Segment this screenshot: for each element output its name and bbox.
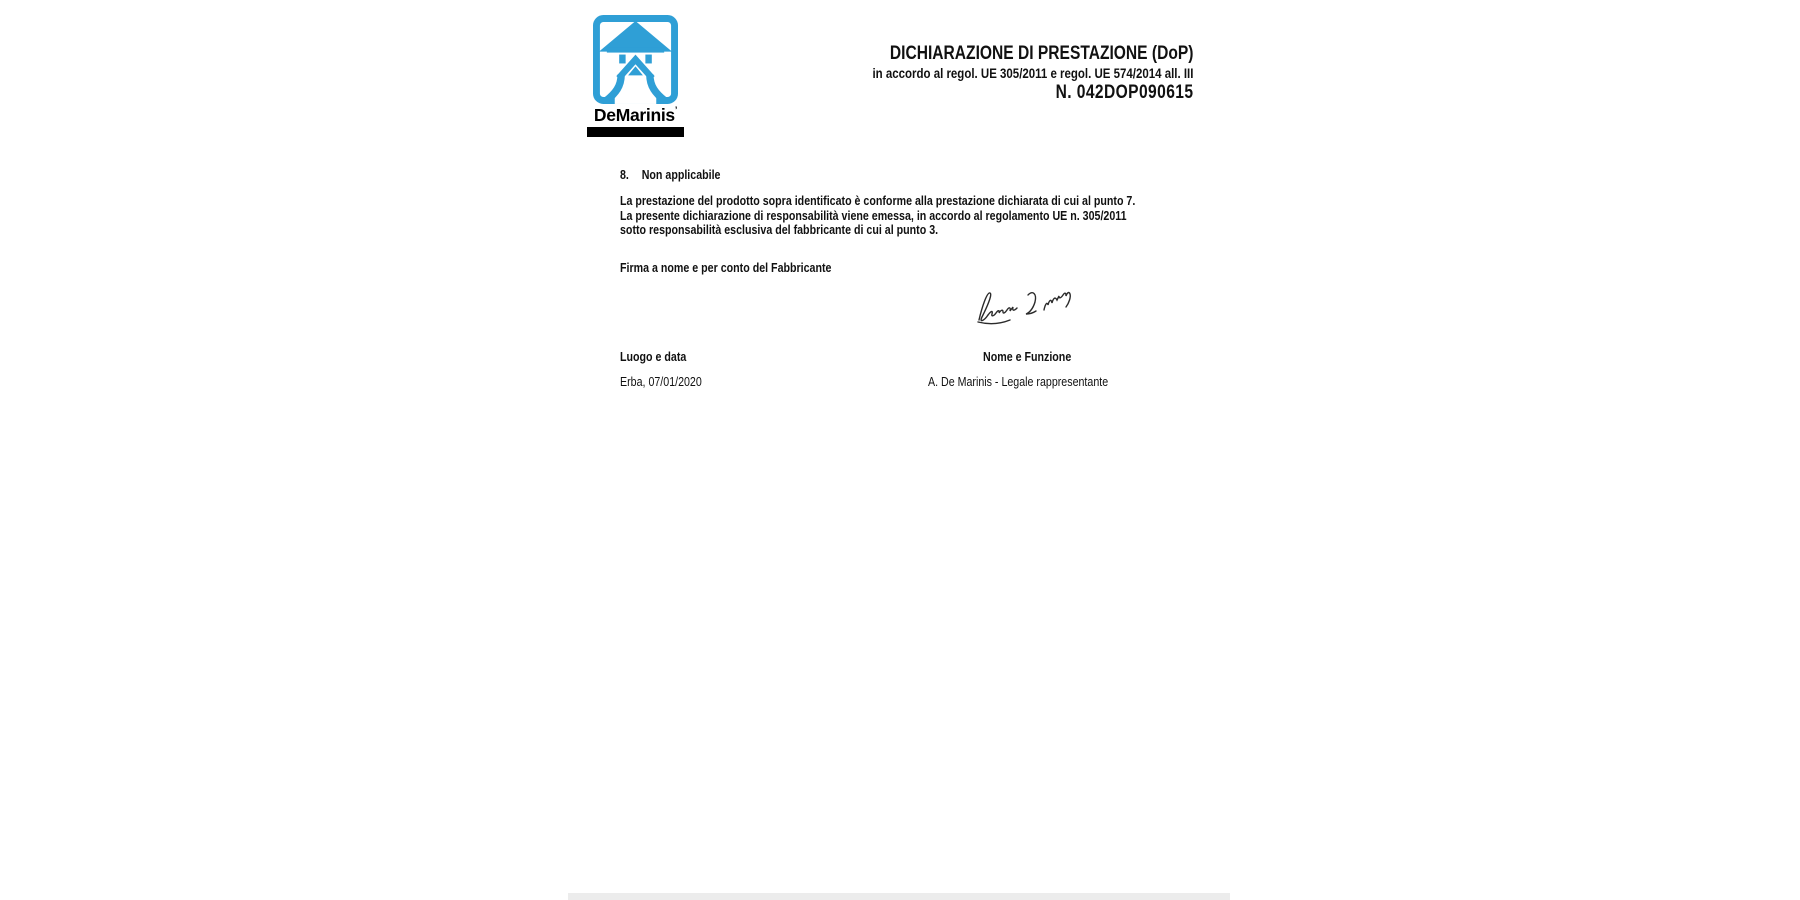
declaration-line: La presente dichiarazione di responsabilità viene emessa, in accordo al regolamento UE n. 305/2011 [620,207,1127,223]
document-number: N. 042DOP090615 [1055,82,1193,103]
page-subtitle: in accordo al regol. UE 305/2011 e regol. UE 574/2014 all. III [872,65,1193,81]
logo-wordmark [587,105,684,125]
name-function-value: A. De Marinis - Legale rappresentante [928,374,1109,389]
section-item-8 [620,167,720,182]
company-logo [587,13,684,138]
place-date-label: Luogo e data [620,349,687,364]
page-title: DICHIARAZIONE DI PRESTAZIONE (DoP) [889,43,1193,64]
place-date-value: Erba, 07/01/2020 [620,374,702,389]
demarinis-house-arrow-icon [593,15,678,104]
section-item-text: Non applicabile [641,167,721,182]
section-item-number: 8. [620,167,629,182]
handwritten-signature-scrawl [972,285,1076,327]
logo-wordmark-text: DeMarinis [593,105,675,125]
declaration-paragraph [620,194,1135,238]
document-page [568,0,1230,893]
name-function-label: Nome e Funzione [983,349,1072,364]
declaration-line: sotto responsabilità esclusiva del fabbricante di cui al punto 3. [620,222,939,238]
signature-caption: Firma a nome e per conto del Fabbricante [620,260,832,275]
logo-underline-bar [587,127,684,137]
declaration-line: La prestazione del prodotto sopra identificato è conforme alla prestazione dichiarata di cui al punto 7. [620,193,1136,208]
page-bottom-edge [568,893,1230,900]
logo-trademark-mark: ’ [674,105,678,115]
document-header [872,43,1193,103]
